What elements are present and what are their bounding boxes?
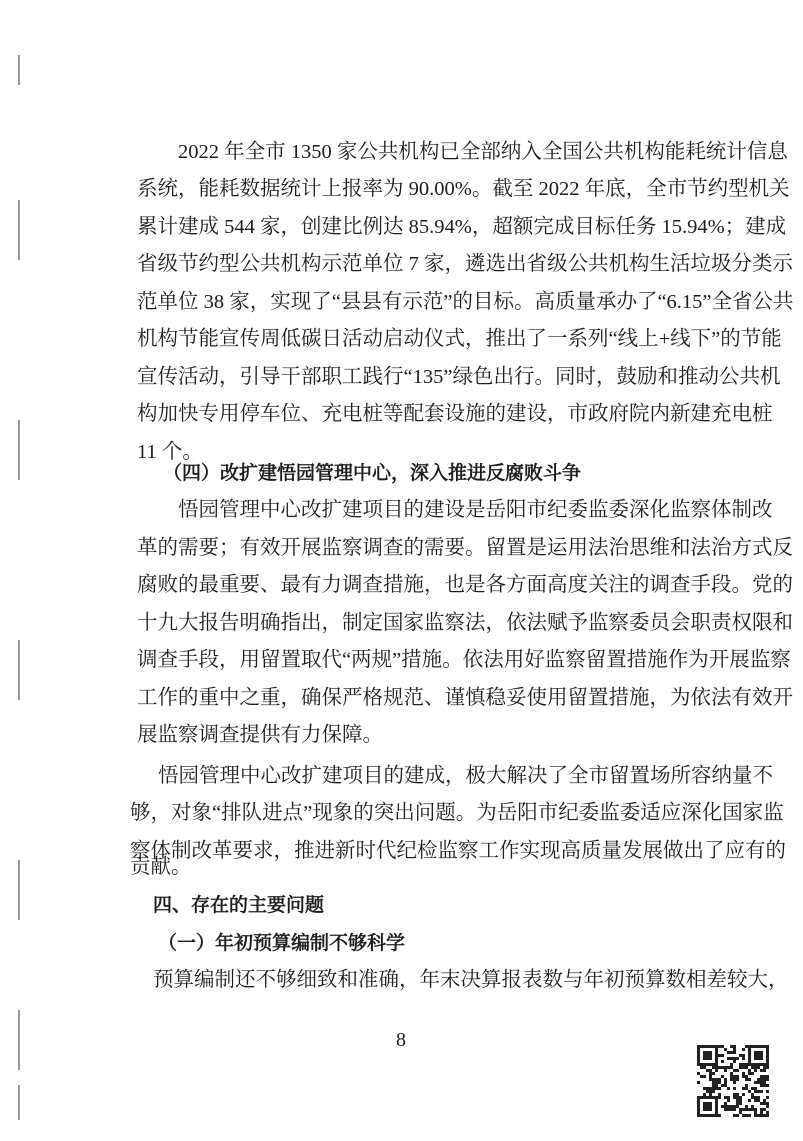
scan-margin-mark: [18, 860, 20, 920]
paragraph-line: 工作的重中之重，确保严格规范、谨慎稳妥使用留置措施，为依法有效开: [137, 687, 793, 709]
scan-margin-mark: [18, 1010, 20, 1070]
scan-margin-mark: [18, 55, 20, 85]
paragraph-line: 悟园管理中心改扩建项目的建成，极大解决了全市留置场所容纳量不: [158, 765, 773, 787]
qr-code-icon: [697, 1045, 769, 1117]
paragraph-line: 预算编制还不够细致和准确，年末决算报表数与年初预算数相差较大，: [153, 969, 789, 991]
paragraph-line: 系统，能耗数据统计上报率为 90.00%。截至 2022 年底，全市节约型机关: [137, 178, 790, 200]
paragraph-line: 够，对象“排队进点”现象的突出问题。为岳阳市纪委监委适应深化国家监: [130, 802, 784, 824]
paragraph-line: 察体制改革要求，推进新时代纪检监察工作实现高质量发展做出了应有的: [130, 840, 786, 862]
paragraph-line: 宣传活动，引导干部职工践行“135”绿色出行。同时，鼓励和推动公共机: [137, 366, 781, 388]
paragraph-line: 革的需要；有效开展监察调查的需要。留置是运用法治思维和法治方式反: [137, 537, 793, 559]
paragraph-line: 范单位 38 家，实现了“县县有示范”的目标。高质量承办了“6.15”全省公共: [137, 291, 794, 313]
paragraph-line: 调查手段，用留置取代“两规”措施。依法用好监察留置措施作为开展监察: [137, 649, 791, 671]
paragraph-line: 机构节能宣传周低碳日活动启动仪式，推出了一系列“线上+线下”的节能: [137, 328, 782, 350]
subsection-heading: （一）年初预算编制不够科学: [158, 932, 406, 954]
scan-margin-mark: [18, 640, 20, 700]
paragraph-line: 构加快专用停车位、充电桩等配套设施的建设，市政府院内新建充电桩: [137, 403, 773, 425]
section-heading: 四、存在的主要问题: [153, 894, 325, 916]
paragraph-line: 腐败的最重要、最有力调查措施，也是各方面高度关注的调查手段。党的: [137, 574, 793, 596]
paragraph-line: 2022 年全市 1350 家公共机构已全部纳入全国公共机构能耗统计信息: [178, 141, 788, 163]
paragraph-line: 省级节约型公共机构示范单位 7 家，遴选出省级公共机构生活垃圾分类示: [137, 253, 793, 275]
scan-margin-mark: [18, 1085, 20, 1120]
paragraph-line: 悟园管理中心改扩建项目的建设是岳阳市纪委监委深化监察体制改: [178, 499, 773, 521]
scan-margin-mark: [18, 420, 20, 480]
paragraph-line: 展监察调查提供有力保障。: [137, 724, 383, 746]
subsection-heading: （四）改扩建悟园管理中心，深入推进反腐败斗争: [163, 462, 582, 484]
page-number: 8: [396, 1029, 406, 1051]
paragraph-line: 累计建成 544 家，创建比例达 85.94%，超额完成目标任务 15.94%；建成: [137, 216, 787, 238]
paragraph-line: 十九大报告明确指出，制定国家监察法，依法赋予监察委员会职责权限和: [137, 612, 793, 634]
scan-margin-mark: [18, 200, 20, 260]
paragraph-line: 11 个。: [137, 441, 203, 463]
paragraph-line: 贡献。: [130, 856, 192, 878]
